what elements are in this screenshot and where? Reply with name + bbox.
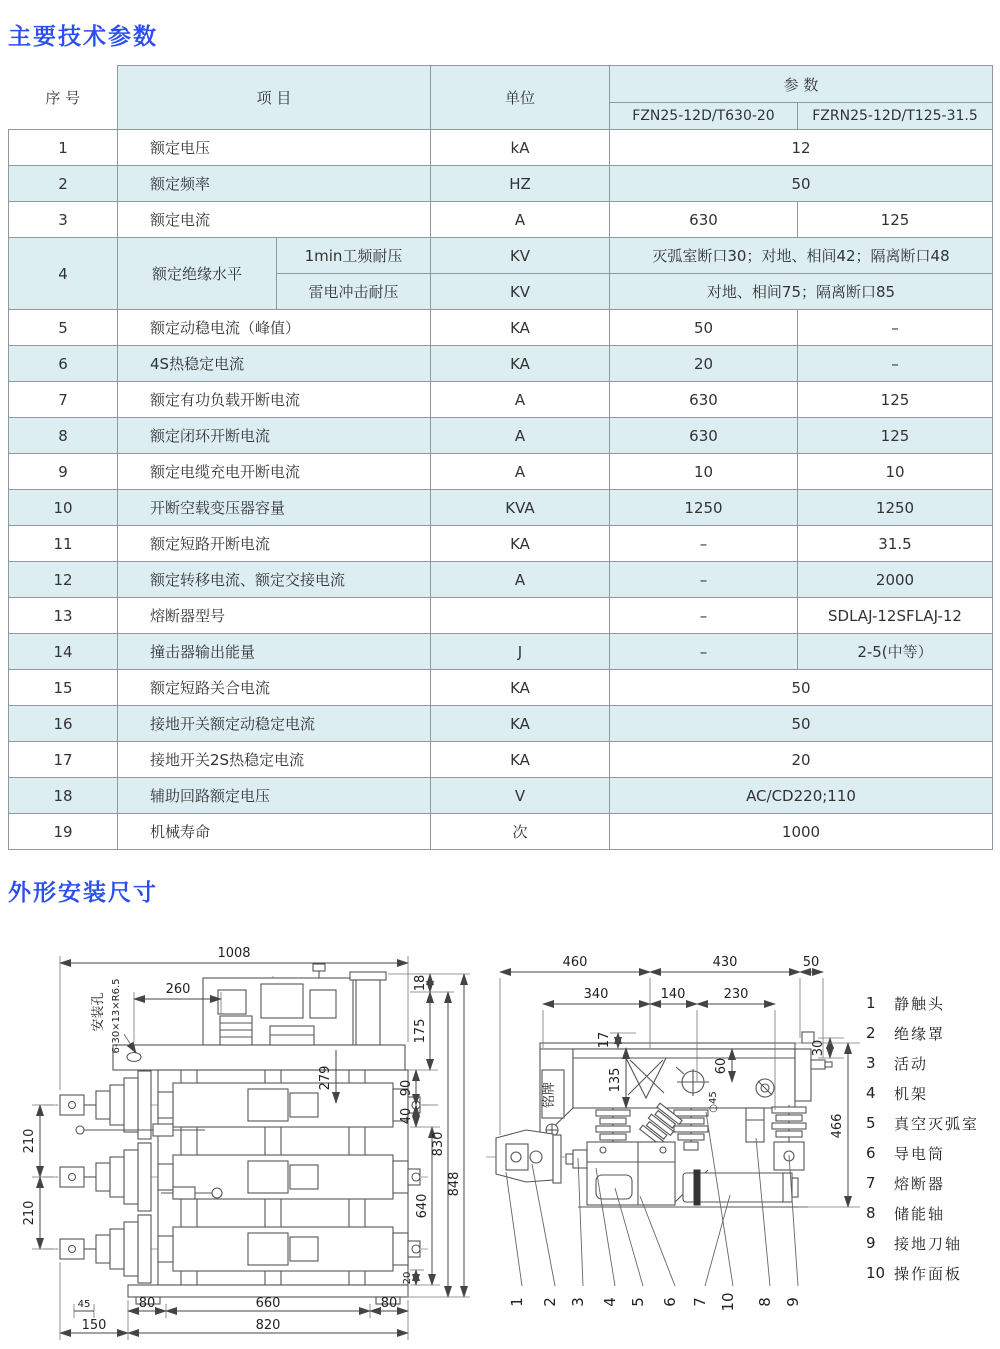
dim-260: 260 [165, 982, 191, 997]
cell-unit: KA [431, 526, 610, 562]
dim-848: 848 [447, 1171, 462, 1197]
cell-subitem: 1min工频耐压 [277, 238, 431, 274]
cell-subitem: 雷电冲击耐压 [277, 274, 431, 310]
legend-number: 2 [866, 1024, 876, 1042]
table-row [9, 346, 993, 382]
cell-no: 14 [9, 634, 118, 670]
legend-item [866, 1228, 979, 1258]
part-number: 6 [661, 1297, 679, 1307]
table-row [9, 814, 993, 850]
dim-80-right: 80 [380, 1296, 398, 1311]
dim-140: 140 [660, 987, 686, 1002]
cell-value: 2-5(中等） [798, 634, 993, 670]
dim-80-left: 80 [138, 1296, 156, 1311]
cell-unit: KA [431, 706, 610, 742]
dim-430: 430 [712, 955, 738, 970]
page-title-parameters: 主要技术参数 [8, 24, 158, 50]
dim-18: 18 [413, 974, 428, 992]
table-row [9, 778, 993, 814]
cell-unit: kA [431, 130, 610, 166]
cell-no: 2 [9, 166, 118, 202]
table-row [9, 166, 993, 202]
dim-460: 460 [562, 955, 588, 970]
cell-no: 10 [9, 490, 118, 526]
cell-value: 1250 [610, 490, 798, 526]
legend-number: 10 [866, 1264, 886, 1282]
cell-no: 7 [9, 382, 118, 418]
cell-item: 额定频率 [118, 166, 431, 202]
legend-number: 3 [866, 1054, 876, 1072]
cell-unit [431, 598, 610, 634]
legend-item [866, 1138, 979, 1168]
cell-value: 50 [610, 166, 993, 202]
legend-label: 机架 [894, 1084, 929, 1103]
legend-label: 真空灭弧室 [894, 1114, 980, 1133]
part-number: 2 [541, 1297, 559, 1307]
part-number: 3 [569, 1297, 587, 1307]
cell-item: 额定闭环开断电流 [118, 418, 431, 454]
cell-no: 16 [9, 706, 118, 742]
cell-no: 18 [9, 778, 118, 814]
table-row [9, 418, 993, 454]
cell-no: 19 [9, 814, 118, 850]
front-view-phase-arms [158, 1083, 420, 1271]
cell-item: 额定短路开断电流 [118, 526, 431, 562]
side-view-drawing [478, 930, 873, 1349]
cell-unit: KV [431, 274, 610, 310]
legend-label: 储能轴 [894, 1204, 946, 1223]
cell-value: SDLAJ-12SFLAJ-12 [798, 598, 993, 634]
cell-value: – [798, 346, 993, 382]
legend-label: 活动 [894, 1054, 929, 1073]
cell-unit: KA [431, 310, 610, 346]
cell-value: 10 [798, 454, 993, 490]
cell-value: 125 [798, 202, 993, 238]
dim-90: 90 [399, 1079, 414, 1097]
table-row [9, 598, 993, 634]
cell-item: 额定电压 [118, 130, 431, 166]
dim-279: 279 [318, 1065, 333, 1091]
front-view-insulators [60, 1071, 151, 1283]
cell-value: 对地、相间75；隔离断口85 [610, 274, 993, 310]
cell-item: 额定电缆充电开断电流 [118, 454, 431, 490]
cell-unit: A [431, 454, 610, 490]
cell-value: 10 [610, 454, 798, 490]
header-unit: 单位 [431, 66, 610, 130]
cell-no: 9 [9, 454, 118, 490]
cell-no: 6 [9, 346, 118, 382]
cell-no: 15 [9, 670, 118, 706]
legend-number: 6 [866, 1144, 876, 1162]
cell-unit: 次 [431, 814, 610, 850]
dim-640: 640 [415, 1193, 430, 1219]
cell-no: 17 [9, 742, 118, 778]
dim-dia-45: ○45 [708, 1091, 719, 1113]
cell-unit: KA [431, 670, 610, 706]
dim-60: 60 [714, 1057, 729, 1075]
cell-no: 11 [9, 526, 118, 562]
dim-660: 660 [255, 1296, 281, 1311]
cell-item: 接地开关额定动稳定电流 [118, 706, 431, 742]
page-title-dimensions: 外形安装尺寸 [8, 880, 158, 906]
dim-17: 17 [597, 1031, 612, 1049]
cell-value: – [610, 634, 798, 670]
cell-value: – [610, 562, 798, 598]
cell-value: – [610, 598, 798, 634]
cell-unit: A [431, 562, 610, 598]
dim-466: 466 [830, 1113, 845, 1139]
cell-item: 接地开关2S热稳定电流 [118, 742, 431, 778]
cell-unit: J [431, 634, 610, 670]
dim-340: 340 [583, 987, 609, 1002]
header-item: 项 目 [118, 66, 431, 130]
dim-210-a: 210 [22, 1128, 37, 1154]
legend-item [866, 988, 979, 1018]
cell-unit: HZ [431, 166, 610, 202]
cell-value: 20 [610, 346, 798, 382]
table-row [9, 238, 993, 274]
cell-value: 12 [610, 130, 993, 166]
cell-unit: KA [431, 346, 610, 382]
dim-50: 50 [802, 955, 820, 970]
legend-number: 5 [866, 1114, 876, 1132]
mounting-hole-spec: 6-30×13×R6.5 [111, 978, 122, 1054]
legend-label: 熔断器 [894, 1174, 946, 1193]
cell-item: 撞击器输出能量 [118, 634, 431, 670]
dim-30: 30 [811, 1039, 826, 1057]
cell-value: 630 [610, 202, 798, 238]
dim-820: 820 [255, 1318, 281, 1333]
cell-item: 额定有功负载开断电流 [118, 382, 431, 418]
cell-value: 125 [798, 382, 993, 418]
cell-value: 630 [610, 382, 798, 418]
cell-item: 额定电流 [118, 202, 431, 238]
legend-item [866, 1108, 979, 1138]
legend-number: 1 [866, 994, 876, 1012]
dim-135: 135 [608, 1067, 623, 1093]
legend-number: 9 [866, 1234, 876, 1252]
cell-item: 额定短路关合电流 [118, 670, 431, 706]
legend-item [866, 1168, 979, 1198]
legend-number: 8 [866, 1204, 876, 1222]
cell-item: 熔断器型号 [118, 598, 431, 634]
table-row [9, 526, 993, 562]
cell-item: 额定绝缘水平 [118, 238, 277, 310]
nameplate-label: 铭牌 [542, 1081, 557, 1109]
cell-unit: A [431, 418, 610, 454]
part-number: 5 [629, 1297, 647, 1307]
legend-item [866, 1258, 979, 1288]
header-index: 序 号 [9, 66, 118, 130]
dim-830: 830 [431, 1131, 446, 1157]
cell-item: 辅助回路额定电压 [118, 778, 431, 814]
cell-value: – [798, 310, 993, 346]
cell-unit: KVA [431, 490, 610, 526]
cell-no: 3 [9, 202, 118, 238]
cell-item: 额定动稳电流（峰值） [118, 310, 431, 346]
legend-item [866, 1018, 979, 1048]
cell-value: 50 [610, 310, 798, 346]
cell-no: 12 [9, 562, 118, 598]
part-number: 9 [784, 1297, 802, 1307]
header-model-1: FZN25-12D/T630-20 [610, 103, 798, 130]
legend-item [866, 1198, 979, 1228]
table-row [9, 634, 993, 670]
legend-item [866, 1048, 979, 1078]
dim-40: 40 [399, 1107, 414, 1125]
legend-label: 接地刀轴 [894, 1234, 963, 1253]
cell-value: 灭弧室断口30；对地、相间42；隔离断口48 [610, 238, 993, 274]
cell-value: 50 [610, 706, 993, 742]
cell-item: 额定转移电流、额定交接电流 [118, 562, 431, 598]
cell-value: 2000 [798, 562, 993, 598]
cell-item: 开断空载变压器容量 [118, 490, 431, 526]
cell-value: 50 [610, 670, 993, 706]
part-number: 7 [691, 1297, 709, 1307]
legend-number: 4 [866, 1084, 876, 1102]
cell-value: 20 [610, 742, 993, 778]
cell-no: 8 [9, 418, 118, 454]
legend-label: 静触头 [894, 994, 946, 1013]
cell-value: 1000 [610, 814, 993, 850]
header-model-2: FZRN25-12D/T125-31.5 [798, 103, 993, 130]
part-number: 10 [719, 1292, 737, 1312]
cell-no: 1 [9, 130, 118, 166]
dim-230: 230 [723, 987, 749, 1002]
dim-210-b: 210 [22, 1200, 37, 1226]
parameters-table [8, 65, 993, 850]
legend-number: 7 [866, 1174, 876, 1192]
cell-item: 4S热稳定电流 [118, 346, 431, 382]
cell-value: 125 [798, 418, 993, 454]
legend-item [866, 1078, 979, 1108]
dim-150: 150 [81, 1318, 107, 1333]
table-row [9, 742, 993, 778]
part-number: 4 [601, 1297, 619, 1307]
cell-no: 4 [9, 238, 118, 310]
table-row [9, 670, 993, 706]
legend-label: 操作面板 [894, 1264, 963, 1283]
cell-no: 5 [9, 310, 118, 346]
part-number: 1 [508, 1297, 526, 1307]
cell-item: 机械寿命 [118, 814, 431, 850]
legend-label: 绝缘罩 [894, 1024, 946, 1043]
table-row [9, 130, 993, 166]
cell-unit: A [431, 382, 610, 418]
cell-unit: KV [431, 238, 610, 274]
table-row [9, 382, 993, 418]
table-row [9, 202, 993, 238]
dim-1008: 1008 [217, 946, 251, 961]
dim-45: 45 [77, 1299, 91, 1310]
dim-20: 20 [402, 1271, 413, 1285]
parts-legend [866, 988, 979, 1288]
cell-unit: A [431, 202, 610, 238]
table-row [9, 490, 993, 526]
table-row [9, 310, 993, 346]
cell-value: – [610, 526, 798, 562]
table-row [9, 706, 993, 742]
dim-175: 175 [413, 1018, 428, 1044]
cell-value: 630 [610, 418, 798, 454]
cell-value: 31.5 [798, 526, 993, 562]
cell-value: 1250 [798, 490, 993, 526]
front-view-drawing [18, 930, 476, 1349]
mounting-hole-label: 安装孔 [91, 992, 106, 1032]
cell-unit: KA [431, 742, 610, 778]
header-param: 参 数 [610, 66, 993, 103]
table-row [9, 454, 993, 490]
table-row [9, 562, 993, 598]
legend-label: 导电筒 [894, 1144, 946, 1163]
cell-unit: V [431, 778, 610, 814]
cell-no: 13 [9, 598, 118, 634]
part-number: 8 [756, 1297, 774, 1307]
cell-value: AC/CD220;110 [610, 778, 993, 814]
